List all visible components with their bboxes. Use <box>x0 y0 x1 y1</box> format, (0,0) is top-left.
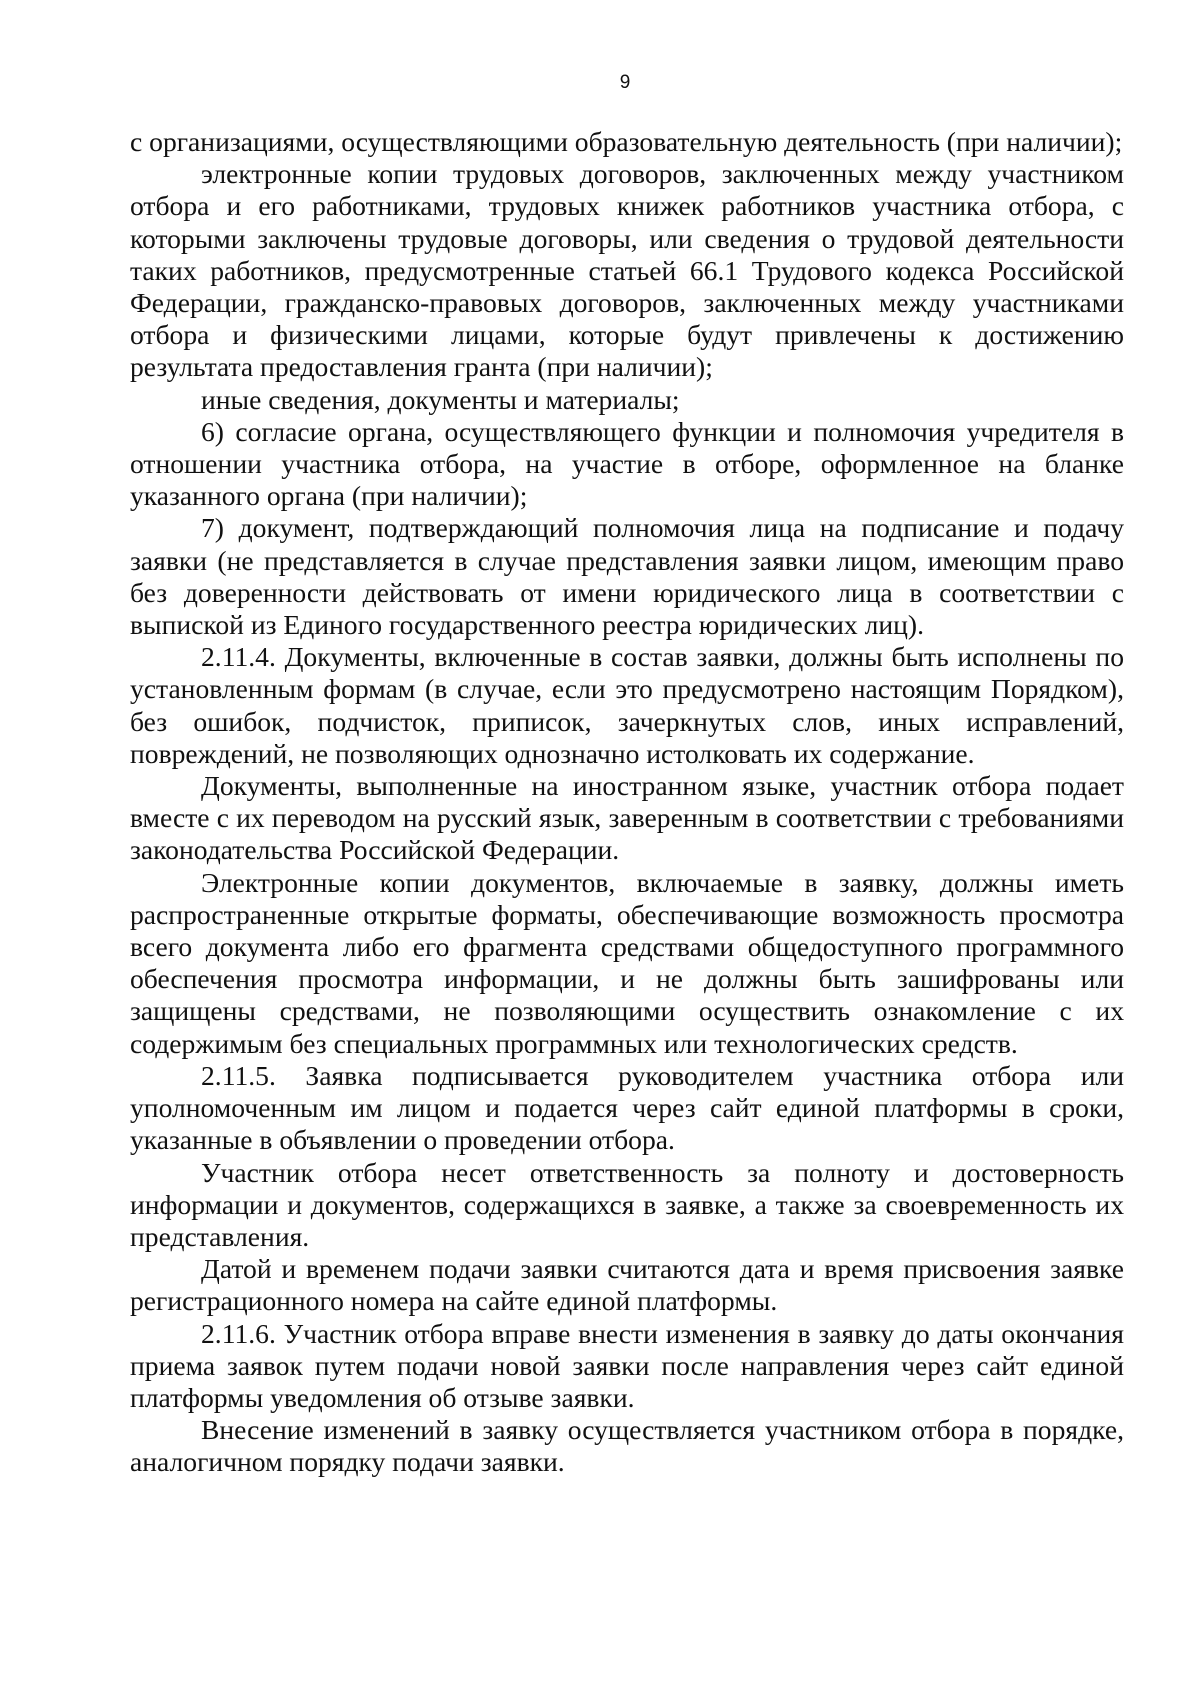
paragraph-2-11-4: 2.11.4. Документы, включенные в состав заявки, должны быть исполнены по установленным формам (в случае, если это предусмотрено настоящим Порядком), без ошибок, подчисток, приписок, зачеркнутых слов, иных исправлений, повреждений, не позволяющих однозначно истолковать их содержание. <box>130 641 1124 769</box>
paragraph-responsibility: Участник отбора несет ответственность за полноту и достоверность информации и документов, содержащихся в заявке, а также за своевременность их представления. <box>130 1156 1124 1252</box>
paragraph-electronic-formats: Электронные копии документов, включаемые в заявку, должны иметь распространенные открытые форматы, обеспечивающие возможность просмотра всего документа либо его фрагмента средствами общедоступного программного обеспечения просмотра информации, и не должны быть зашифрованы или защищены средствами, не позволяющими осуществить ознакомление с их содержимым без специальных программных или технологических средств. <box>130 866 1124 1059</box>
page-number: 9 <box>619 72 631 93</box>
paragraph-submission-date: Датой и временем подачи заявки считаются дата и время присвоения заявке регистрационного номера на сайте единой платформы. <box>130 1253 1124 1317</box>
paragraph-item-6-consent: 6) согласие органа, осуществляющего функции и полномочия учредителя в отношении участника отбора, на участие в отборе, оформленное на бланке указанного органа (при наличии); <box>130 415 1124 512</box>
paragraph-electronic-copies-contracts: электронные копии трудовых договоров, заключенных между участником отбора и его работниками, трудовых книжек работников участника отбора, с которыми заключены трудовые договоры, или сведения о трудовой деятельности таких работников, предусмотренные статьей 66.1 Трудового кодекса Российской Федерации, гражданско-правовых договоров, заключенных между участниками отбора и физическими лицами, которые будут привлечены к достижению результата предоставления гранта (при наличии); <box>130 158 1124 383</box>
document-body <box>130 126 1124 1479</box>
paragraph-2-11-5: 2.11.5. Заявка подписывается руководителем участника отбора или уполномоченным им лицом и подается через сайт единой платформы в сроки, указанные в объявлении о проведении отбора. <box>130 1059 1124 1156</box>
paragraph-2-11-6: 2.11.6. Участник отбора вправе внести изменения в заявку до даты окончания приема заявок путем подачи новой заявки после направления через сайт единой платформы уведомления об отзыве заявки. <box>130 1317 1124 1413</box>
paragraph-other-documents: иные сведения, документы и материалы; <box>201 383 680 415</box>
paragraph-changes-procedure: Внесение изменений в заявку осуществляется участником отбора в порядке, аналогичном порядку подачи заявки. <box>130 1414 1124 1478</box>
paragraph-continuation: с организациями, осуществляющими образовательную деятельность (при наличии); <box>130 126 1123 157</box>
paragraph-item-7-authority-document: 7) документ, подтверждающий полномочия лица на подписание и подачу заявки (не представляется в случае представления заявки лицом, имеющим право без доверенности действовать от имени юридического лица в соответствии с выпиской из Единого государственного реестра юридических лиц). <box>130 512 1124 641</box>
paragraph-foreign-language-documents: Документы, выполненные на иностранном языке, участник отбора подает вместе с их переводом на русский язык, заверенным в соответствии с требованиями законодательства Российской Федерации. <box>130 770 1124 866</box>
